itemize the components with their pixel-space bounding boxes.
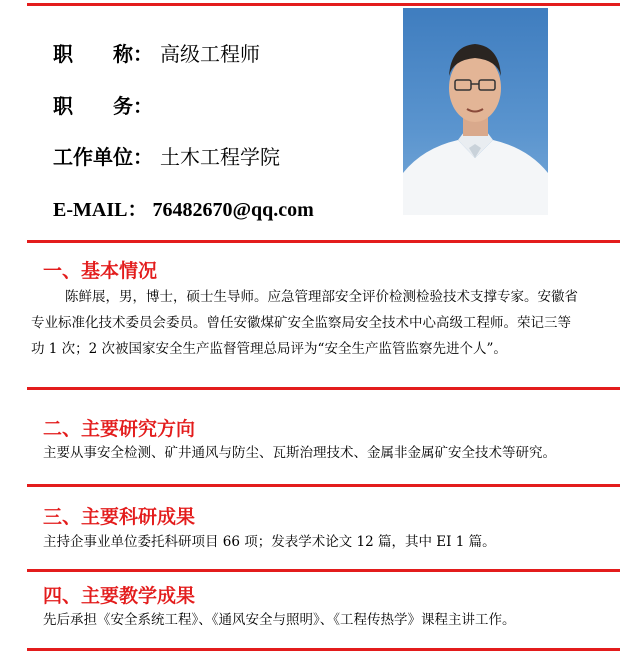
- email-value: 76482670@qq.com: [152, 199, 314, 221]
- body-line: 陈鲜展，男，博士，硕士生导师。应急管理部安全评价检测检验技术支撑专家。安徽省: [65, 289, 578, 305]
- section-body-research: [43, 440, 625, 466]
- portrait-photo: [403, 8, 548, 215]
- body-line: 功 1 次；2 次被国家安全生产监督管理总局评为“安全生产监管监察先进个人”。: [31, 341, 507, 357]
- divider-4: [27, 569, 620, 572]
- divider-3: [27, 484, 620, 487]
- email-label: E-MAIL：: [53, 199, 148, 221]
- body-line: 先后承担《安全系统工程》、《通风安全与照明》、《工程传热学》课程主讲工作。: [43, 612, 516, 628]
- position-field: [53, 90, 153, 119]
- email-field: [53, 193, 314, 222]
- title-value: 高级工程师: [159, 42, 260, 66]
- section-body-research-results: [43, 529, 625, 555]
- divider-2: [27, 387, 620, 390]
- section-body-basic-info: [31, 284, 625, 362]
- body-line: 主要从事安全检测、矿井通风与防尘、瓦斯治理技术、金属非金属矿安全技术等研究。: [43, 445, 556, 461]
- section-body-teaching: [43, 607, 625, 633]
- body-line: 专业标准化技术委员会委员。曾任安徽煤矿安全监察局安全技术中心高级工程师。荣记三等: [31, 315, 571, 331]
- top-divider: [27, 3, 620, 6]
- section-title-research-results: 三、主要科研成果: [43, 506, 196, 528]
- unit-value: 土木工程学院: [159, 145, 280, 169]
- section-title-teaching: 四、主要教学成果: [43, 585, 196, 607]
- bottom-divider: [27, 648, 620, 651]
- section-title-basic-info: 一、基本情况: [43, 260, 158, 282]
- title-label: 职 称：: [53, 42, 153, 66]
- body-line: 主持企事业单位委托科研项目 66 项；发表学术论文 12 篇，其中 EI 1 篇。: [43, 534, 496, 550]
- divider-1: [27, 240, 620, 243]
- title-field: [53, 38, 260, 67]
- position-label: 职 务：: [53, 94, 153, 118]
- unit-field: [53, 141, 280, 170]
- section-title-research: 二、主要研究方向: [43, 418, 196, 440]
- unit-label: 工作单位：: [53, 145, 153, 169]
